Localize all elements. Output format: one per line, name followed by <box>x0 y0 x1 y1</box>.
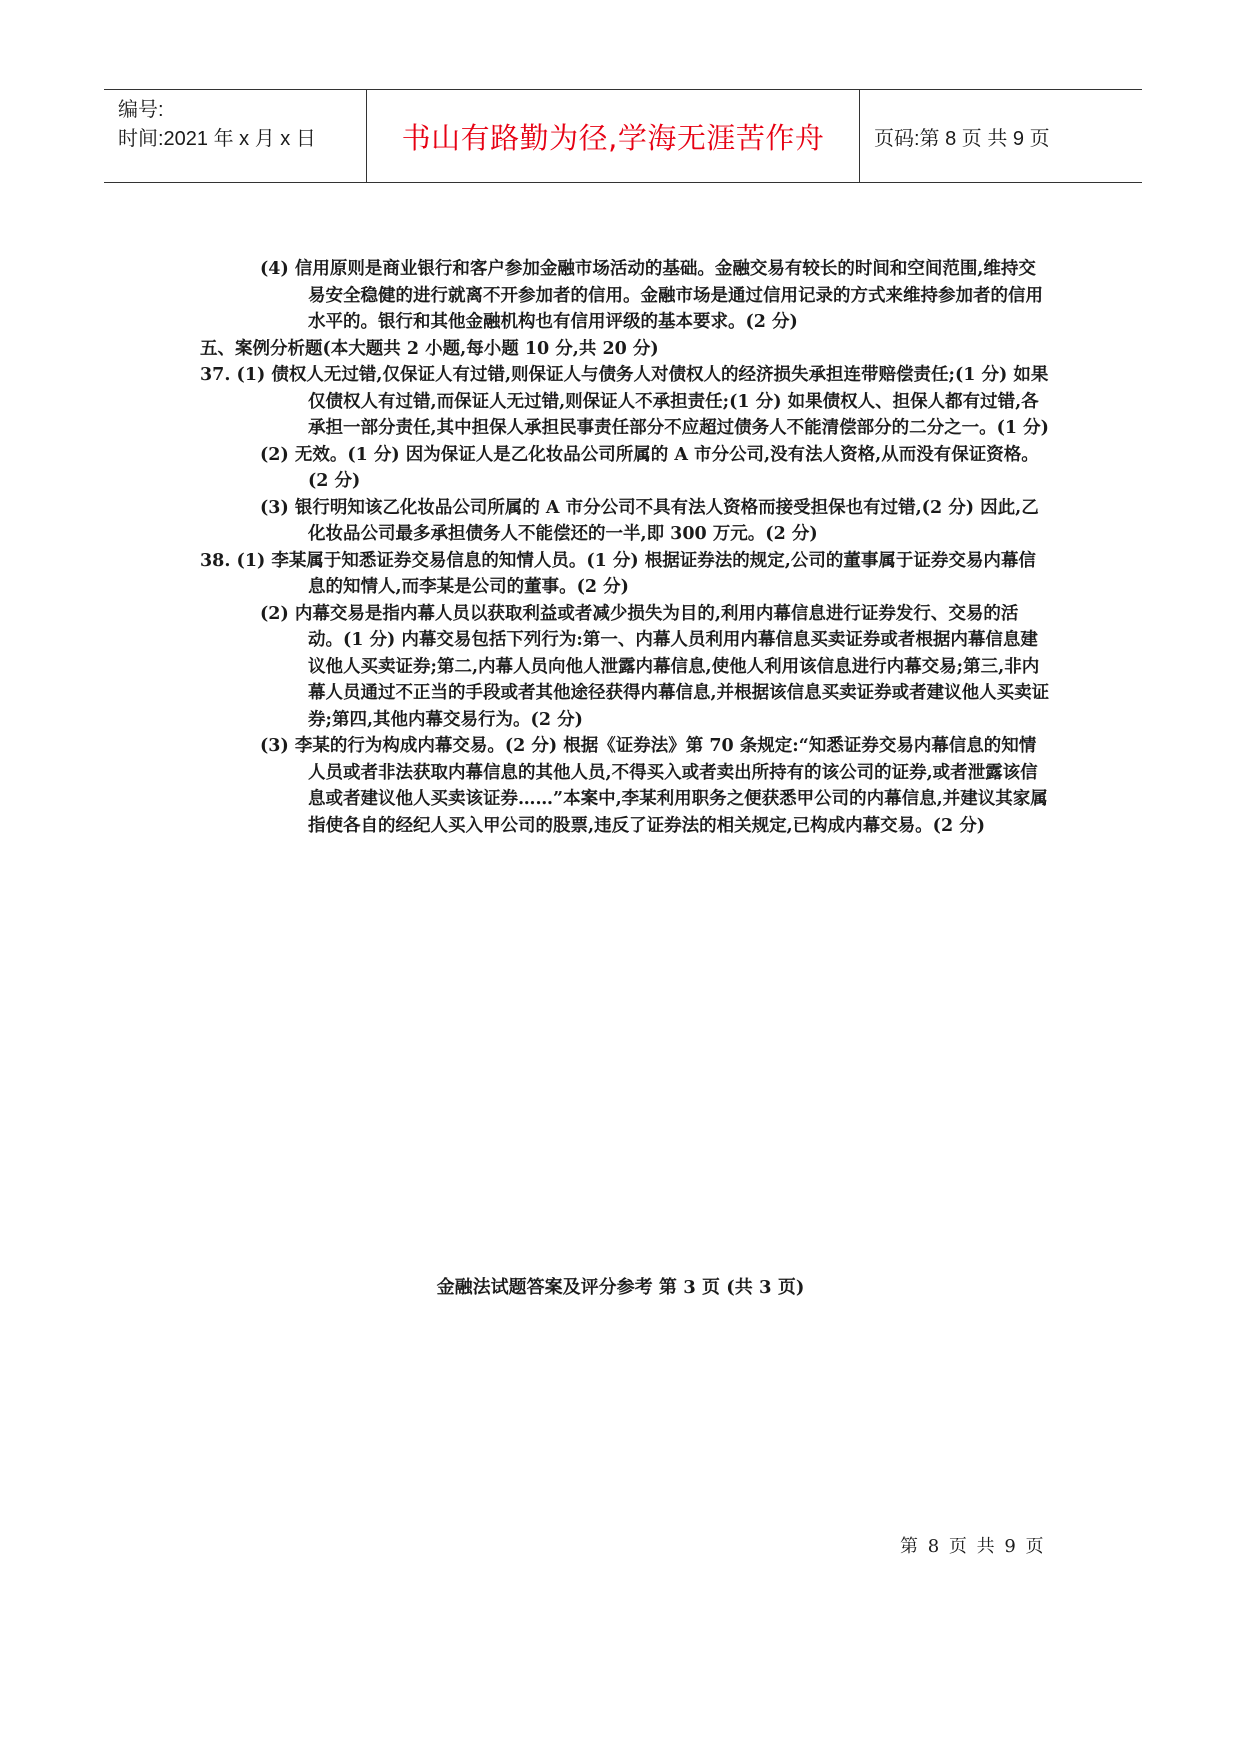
section-heading: 五、案例分析题(本大题共 2 小题,每小题 10 分,共 20 分) <box>200 338 659 359</box>
document-footer: 金融法试题答案及评分参考 第 3 页 (共 3 页) <box>436 1277 805 1298</box>
number-label: 编号: <box>118 99 164 121</box>
page-number: 第 8 页 共 9 页 <box>900 1536 1046 1557</box>
page-header <box>104 89 1142 183</box>
header-motto: 书山有路勤为径,学海无涯苦作舟 <box>367 90 860 182</box>
answer-38-2: (2) 内幕交易是指内幕人员以获取利益或者减少损失为目的,利用内幕信息进行证券发行、交易的活动。(1 分) 内幕交易包括下列行为:第一、内幕人员利用内幕信息买卖证券或者根据内幕信息建议他人买卖证券;第二,内幕人员向他人泄露内幕信息,使他人利用该信息进行内幕交易;第三,非内幕人员通过不正当的手段或者其他途径获得内幕信息,并根据该信息买卖证券或者建议他人买卖证券;第四,其他内幕交易行为。(2 分) <box>260 603 1050 730</box>
answer-38-1: 38. (1) 李某属于知悉证券交易信息的知情人员。(1 分) 根据证券法的规定,公司的董事属于证券交易内幕信息的知情人,而李某是公司的董事。(2 分) <box>200 550 1036 597</box>
answer-item-4: (4) 信用原则是商业银行和客户参加金融市场活动的基础。金融交易有较长的时间和空间范围,维持交易安全稳健的进行就离不开参加者的信用。金融市场是通过信用记录的方式来维持参加者的信用水平的。银行和其他金融机构也有信用评级的基本要求。(2 分) <box>260 259 1043 332</box>
header-page-label: 页码:第 8 页 共 9 页 <box>874 127 1050 150</box>
header-meta <box>104 90 367 182</box>
answer-38-3: (3) 李某的行为构成内幕交易。(2 分) 根据《证券法》第 70 条规定:“知悉证券交易内幕信息的知情人员或者非法获取内幕信息的其他人员,不得买入或者卖出所持有的该公司的证券,或者泄露该信息或者建议他人买卖该证券……”本案中,李某利用职务之便获悉甲公司的内幕信息,并建议其家属指使各自的经纪人买入甲公司的股票,违反了证券法的相关规定,已构成内幕交易。(2 分) <box>260 736 1048 836</box>
answer-37-3: (3) 银行明知该乙化妆品公司所属的 A 市分公司不具有法人资格而接受担保也有过错,(2 分) 因此,乙化妆品公司最多承担债务人不能偿还的一半,即 300 万元。(2 分) <box>260 497 1039 544</box>
answer-37-1: 37. (1) 债权人无过错,仅保证人有过错,则保证人与债务人对债权人的经济损失承担连带赔偿责任;(1 分) 如果仅债权人有过错,而保证人无过错,则保证人不承担责任;(1 分) 如果债权人、担保人都有过错,各承担一部分责任,其中担保人承担民事责任部分不应超过债务人不能清偿部分的二分之一。(1 分) <box>200 365 1049 438</box>
answer-37-2: (2) 无效。(1 分) 因为保证人是乙化妆品公司所属的 A 市分公司,没有法人资格,从而没有保证资格。(2 分) <box>260 444 1039 491</box>
time-label: 时间:2021 年 x 月 x 日 <box>118 128 316 150</box>
answer-content <box>200 256 1050 839</box>
